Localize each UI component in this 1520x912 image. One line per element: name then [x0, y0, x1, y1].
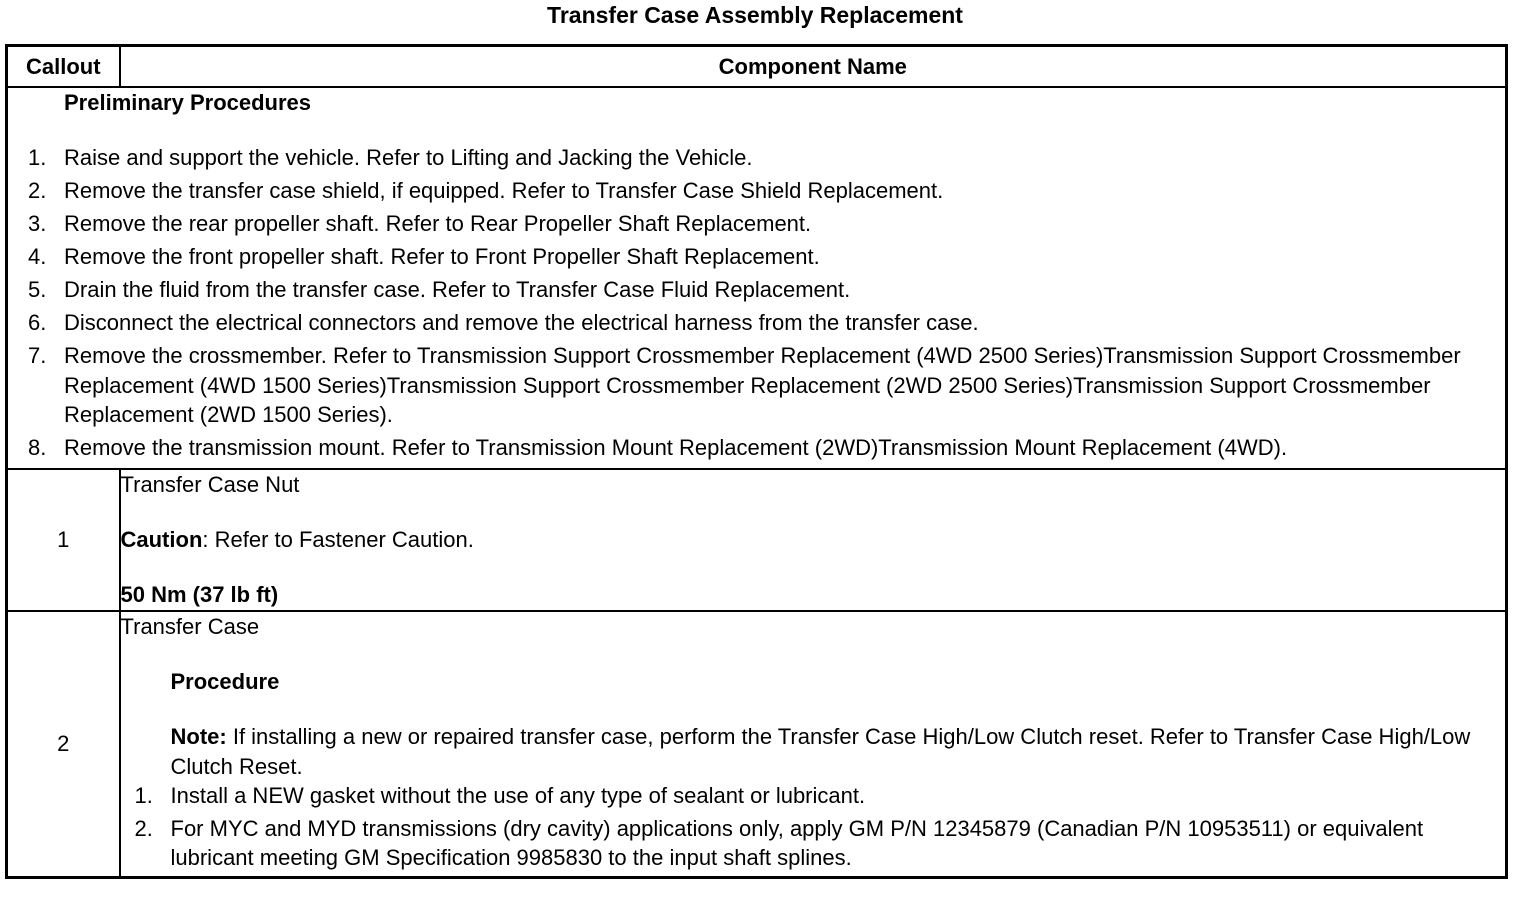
- caution-text: : Refer to Fastener Caution.: [202, 527, 474, 552]
- step-number: 6.: [28, 310, 47, 335]
- torque-spec: 50 Nm (37 lb ft): [120, 582, 279, 607]
- preliminary-heading: Preliminary Procedures: [64, 90, 312, 115]
- step-number: 3.: [28, 211, 47, 236]
- step-text: Remove the transfer case shield, if equipped. Refer to Transfer Case Shield Replacement.: [64, 178, 944, 203]
- step-number: 2.: [134, 815, 153, 841]
- step-text: Raise and support the vehicle. Refer to Lifting and Jacking the Vehicle.: [64, 145, 753, 170]
- procedure-steps: [121, 781, 1506, 873]
- preliminary-step: [8, 209, 1505, 239]
- step-text: For MYC and MYD transmissions (dry cavity) applications only, apply GM P/N 12345879 (Canadian P/N 10953511) or equivalent lubricant meeting GM Specification 9985830 to the input shaft splines.: [170, 815, 1424, 870]
- component-name: Transfer Case Nut: [120, 472, 300, 497]
- callout-cell: 2: [7, 611, 120, 877]
- preliminary-row: [7, 87, 1507, 469]
- caution-label: Caution: [120, 527, 203, 552]
- procedure-step: [121, 814, 1506, 873]
- preliminary-step: [8, 341, 1505, 430]
- note-block: [121, 722, 1506, 781]
- step-text: Remove the transmission mount. Refer to Transmission Mount Replacement (2WD)Transmission Mount Replacement (4WD).: [64, 435, 1288, 460]
- step-number: 8.: [28, 435, 47, 460]
- procedure-table: [5, 44, 1508, 879]
- column-header-callout: Callout: [7, 46, 120, 88]
- preliminary-step: [8, 242, 1505, 272]
- note-label: Note:: [170, 724, 227, 749]
- procedure-heading: Procedure: [170, 669, 280, 694]
- step-text: Remove the rear propeller shaft. Refer to Rear Propeller Shaft Replacement.: [64, 211, 812, 236]
- preliminary-step: [8, 275, 1505, 305]
- preliminary-steps: [8, 143, 1505, 463]
- component-cell: [120, 611, 1507, 877]
- column-header-component-name: Component Name: [120, 46, 1507, 88]
- step-number: 2.: [28, 178, 47, 203]
- note-text: If installing a new or repaired transfer case, perform the Transfer Case High/Low Clutch reset. Refer to Transfer Case High/Low Clutch Reset.: [170, 724, 1471, 779]
- table-row: [7, 469, 1507, 611]
- preliminary-step: [8, 176, 1505, 206]
- page-title: Transfer Case Assembly Replacement: [547, 2, 963, 28]
- preliminary-cell: [7, 87, 1507, 469]
- step-text: Remove the front propeller shaft. Refer to Front Propeller Shaft Replacement.: [64, 244, 820, 269]
- step-number: 1.: [28, 145, 47, 170]
- step-number: 4.: [28, 244, 47, 269]
- table-header-row: [7, 46, 1507, 88]
- callout-cell: 1: [7, 469, 120, 611]
- component-cell: [120, 469, 1507, 611]
- step-text: Remove the crossmember. Refer to Transmission Support Crossmember Replacement (4WD 2500 Series)Transmission Support Crossmember Replacement (4WD 1500 Series)Transmission Support Crossmember Replacement (2WD 2500 Series)Transmission Support Crossmember Replacement (2WD 1500 Series).: [64, 343, 1461, 427]
- step-text: Disconnect the electrical connectors and remove the electrical harness from the transfer case.: [64, 310, 979, 335]
- preliminary-step: [8, 143, 1505, 173]
- step-number: 7.: [28, 343, 47, 368]
- step-text: Drain the fluid from the transfer case. Refer to Transfer Case Fluid Replacement.: [64, 277, 851, 302]
- step-number: 5.: [28, 277, 47, 302]
- table-row: [7, 611, 1507, 877]
- caution-line: [121, 525, 1506, 555]
- preliminary-step: [8, 308, 1505, 338]
- procedure-step: [121, 781, 1506, 811]
- preliminary-step: [8, 433, 1505, 463]
- step-text: Install a NEW gasket without the use of any type of sealant or lubricant.: [170, 783, 866, 808]
- step-number: 1.: [134, 783, 153, 808]
- component-name: Transfer Case: [120, 614, 260, 639]
